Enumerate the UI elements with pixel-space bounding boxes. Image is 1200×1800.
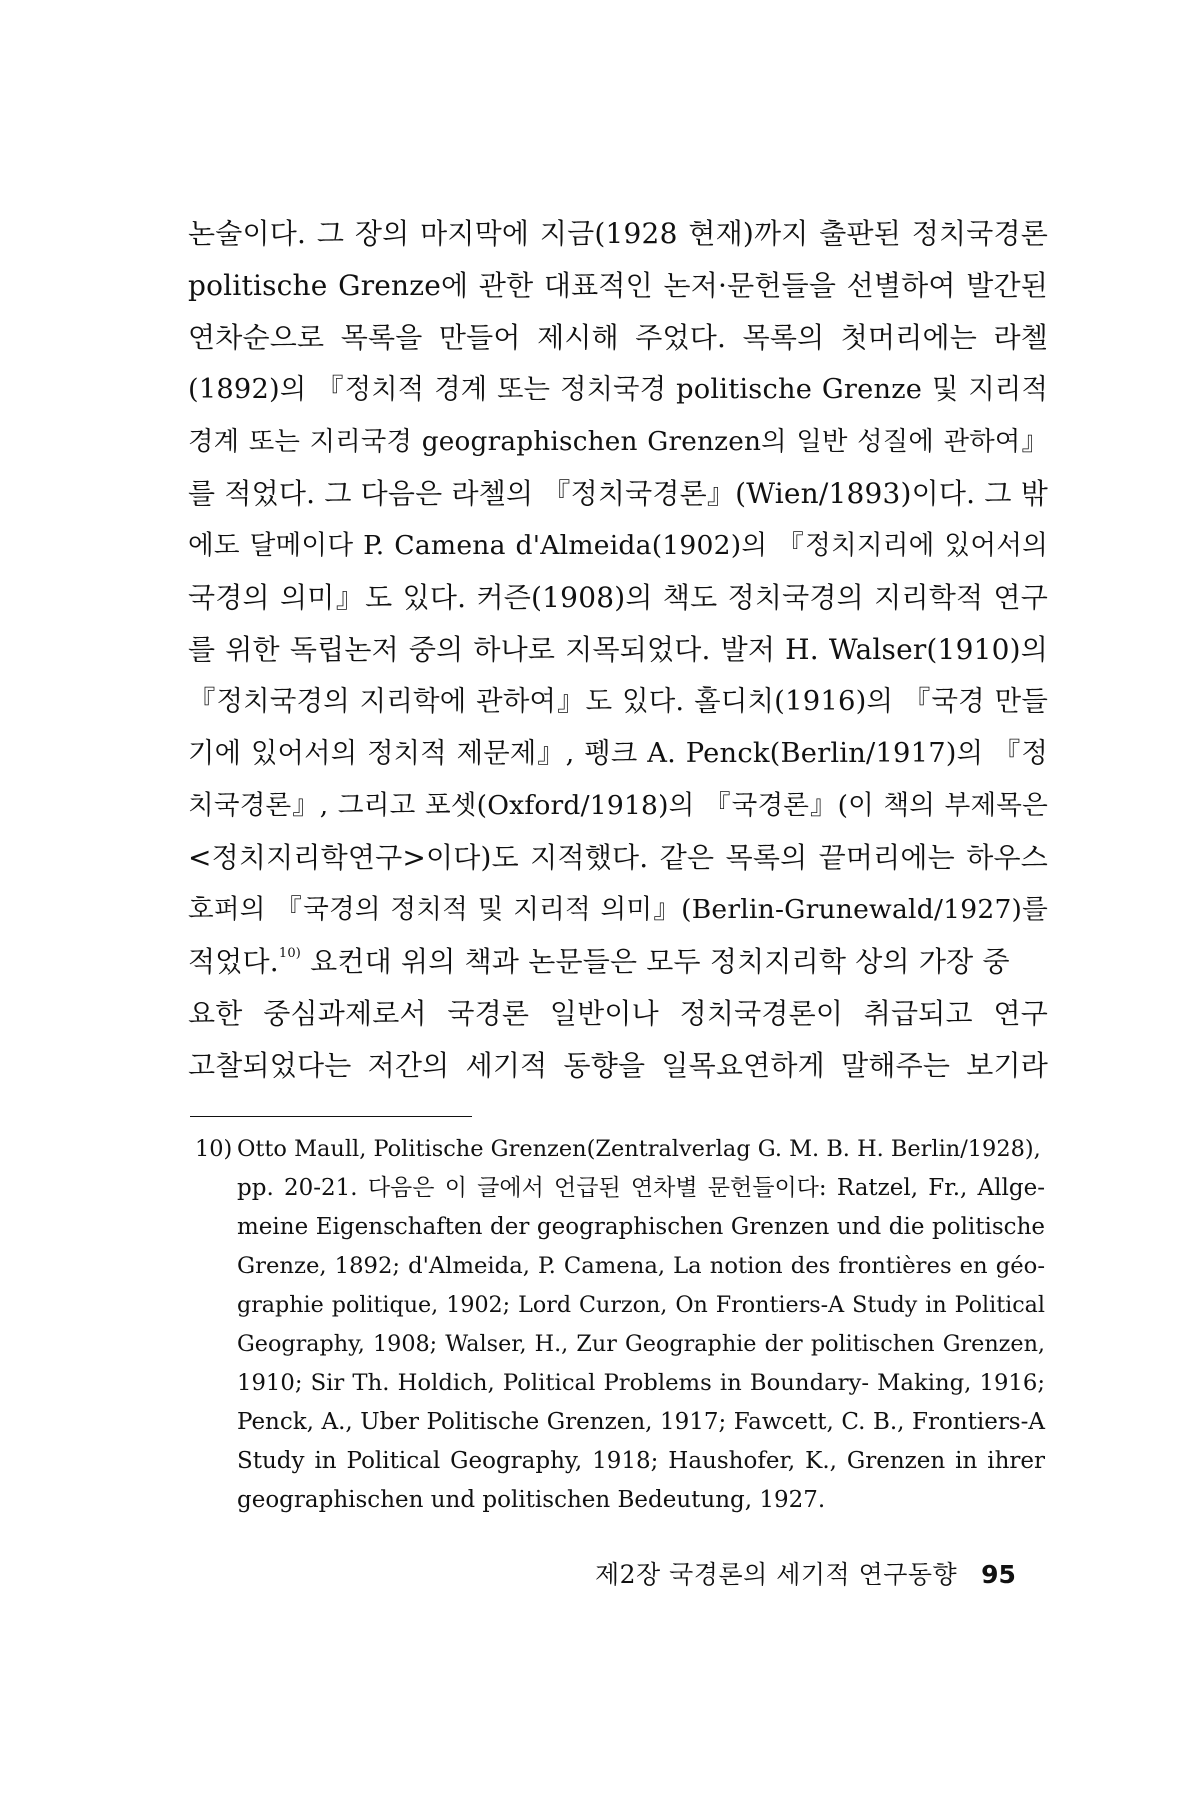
running-head: 제2장 국경론의 세기적 연구동향 [595,1560,958,1589]
body-line: 국경의 의미』도 있다. 커즌(1908)의 책도 정치국경의 지리학적 연구 [188,581,1048,614]
footnote-line: graphie politique, 1902; Lord Curzon, On Frontiers-A Study in Political [237,1292,1045,1318]
footnote-line [195,1130,1045,1169]
body-line: 『정치국경의 지리학에 관하여』도 있다. 홀디치(1916)의 『국경 만들 [188,686,1048,717]
body-line: 에도 달메이다 P. Camena d'Almeida(1902)의 『정치지리에 있어서의 [188,530,1048,561]
footnote-line: pp. 20-21. 다음은 이 글에서 언급된 연차별 문헌들이다: Ratzel, Fr., Allge- [237,1175,1045,1201]
footnote-line: 1910; Sir Th. Holdich, Political Problems in Boundary- Making, 1916; [237,1370,1045,1396]
footnote [195,1130,1045,1520]
page-number: 95 [981,1560,1016,1589]
footnote-marker: 10) [195,1136,233,1162]
body-line: 경계 또는 지리국경 geographischen Grenzen의 일반 성질에 관하여』 [188,427,1048,457]
body-text [188,208,1048,1092]
body-line-start: 적었다. [188,945,279,978]
footnote-line: Grenze, 1892; d'Almeida, P. Camena, La notion des frontières en géo- [237,1253,1045,1279]
body-line-rest: 요컨대 위의 책과 논문들은 모두 정치지리학 상의 가장 중 [301,945,1010,978]
body-line: (1892)의 『정치적 경계 또는 정치국경 politische Grenze 및 지리적 [188,374,1048,405]
footnote-line: meine Eigenschaften der geographischen Grenzen und die politische [237,1214,1045,1240]
footnote-line: Geography, 1908; Walser, H., Zur Geographie der politischen Grenzen, [237,1331,1045,1357]
body-line: 고찰되었다는 저간의 세기적 동향을 일목요연하게 말해주는 보기라 [188,1049,1048,1082]
body-line: 논술이다. 그 장의 마지막에 지금(1928 현재)까지 출판된 정치국경론 [188,217,1048,250]
body-line: 를 적었다. 그 다음은 라첼의 『정치국경론』(Wien/1893)이다. 그 밖 [188,477,1048,510]
footnote-line: geographischen und politischen Bedeutung, 1927. [237,1487,826,1513]
body-line: <정치지리학연구>이다)도 지적했다. 같은 목록의 끝머리에는 하우스 [188,841,1048,874]
body-line: 호퍼의 『국경의 정치적 및 지리적 의미』(Berlin-Grunewald/1927)를 [188,894,1048,925]
footnote-line: Penck, A., Uber Politische Grenzen, 1917; Fawcett, C. B., Frontiers-A [237,1409,1045,1435]
body-line: 요한 중심과제로서 국경론 일반이나 정치국경론이 취급되고 연구 [188,997,1048,1030]
footnote-line: Study in Political Geography, 1918; Haushofer, K., Grenzen in ihrer [237,1448,1045,1474]
footnote-reference[interactable]: 10) [278,946,302,961]
body-line: 연차순으로 목록을 만들어 제시해 주었다. 목록의 첫머리에는 라첼 [188,321,1048,354]
page-footer [595,1555,1016,1595]
body-line-with-footnote-ref [188,936,1048,988]
footnote-divider [190,1116,472,1117]
body-line: 치국경론』, 그리고 포셋(Oxford/1918)의 『국경론』(이 책의 부제목은 [188,790,1048,821]
body-line: 를 위한 독립논저 중의 하나로 지목되었다. 발저 H. Walser(1910)의 [188,633,1048,666]
body-line: politische Grenze에 관한 대표적인 논저·문헌들을 선별하여 발간된 [188,269,1048,302]
footnote-line-text: Otto Maull, Politische Grenzen(Zentralverlag G. M. B. H. Berlin/1928), [237,1136,1041,1162]
body-line: 기에 있어서의 정치적 제문제』, 펭크 A. Penck(Berlin/1917)의 『정 [188,738,1048,769]
